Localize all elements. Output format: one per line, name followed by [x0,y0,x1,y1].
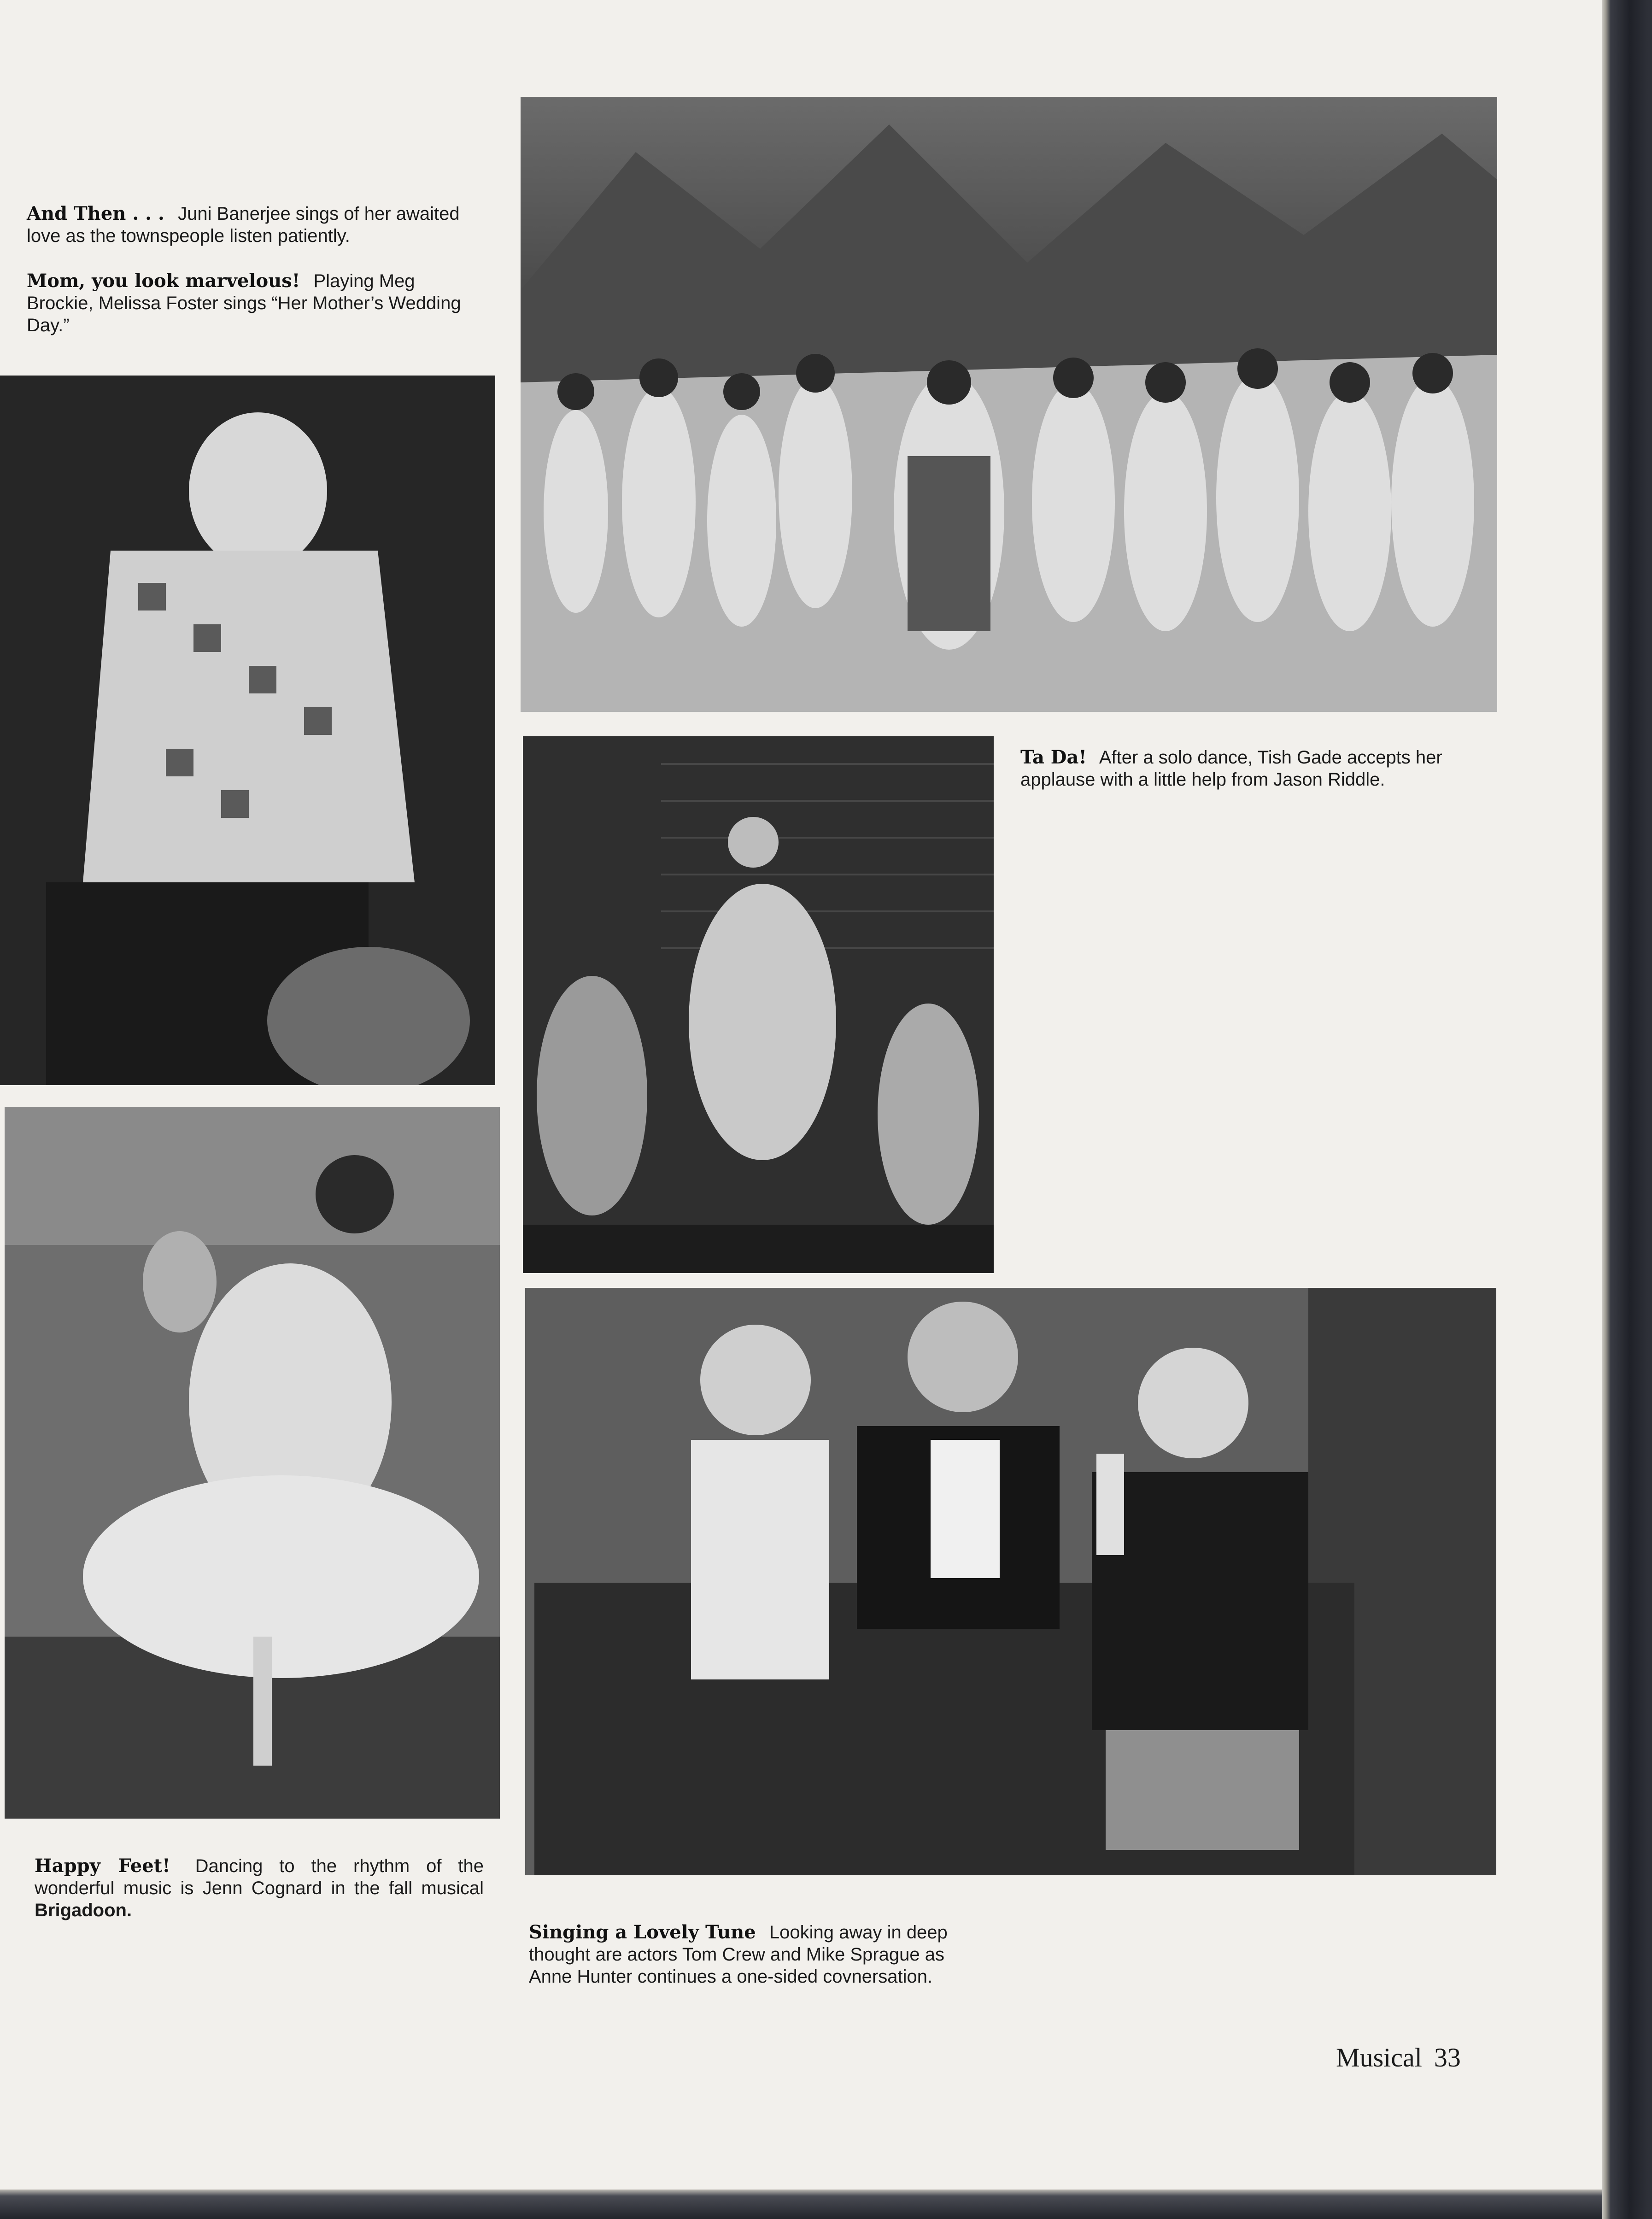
musical-title: Brigadoon. [35,1900,132,1920]
caption-lead: Ta Da! [1020,746,1087,768]
caption-lead: Singing a Lovely Tune [529,1921,756,1943]
photo-singing-a-lovely-tune [525,1288,1496,1875]
caption-lead: Mom, you look marvelous! [27,270,300,292]
caption-and-then [27,203,474,247]
caption-text: Juni Banerjee sings of her awaited love as the townspeople listen patiently. [27,204,460,246]
section-name: Musical [1336,2043,1422,2072]
photo-jenn-cognard-dance [5,1107,500,1819]
caption-text: Playing Meg Brockie, Melissa Foster sings “Her Mother’s Wedding Day.” [27,271,461,335]
caption-text: After a solo dance, Tish Gade accepts her applause with a little help from Jason Riddle. [1020,747,1442,790]
page-footer [1336,2042,1461,2073]
binder-edge [1602,0,1652,2219]
caption-singing [529,1921,990,1988]
bottom-edge [0,2190,1602,2219]
caption-tada [1020,746,1490,791]
photo-townspeople-group [521,97,1497,712]
caption-lead: And Then . . . [27,203,164,224]
photo-meg-brockie [0,376,495,1085]
caption-text: Looking away in deep thought are actors Tom Crew and Mike Sprague as Anne Hunter continues a one-sided covnersation. [529,1922,948,1987]
caption-text: Dancing to the rhythm of the wonderful music is Jenn Cognard in the fall musical [35,1856,484,1898]
caption-lead: Happy Feet! [35,1855,170,1877]
caption-mom [27,270,474,336]
photo-tish-gade-dance [523,736,994,1273]
page-number: 33 [1434,2043,1461,2072]
caption-happy-feet [35,1855,484,1921]
